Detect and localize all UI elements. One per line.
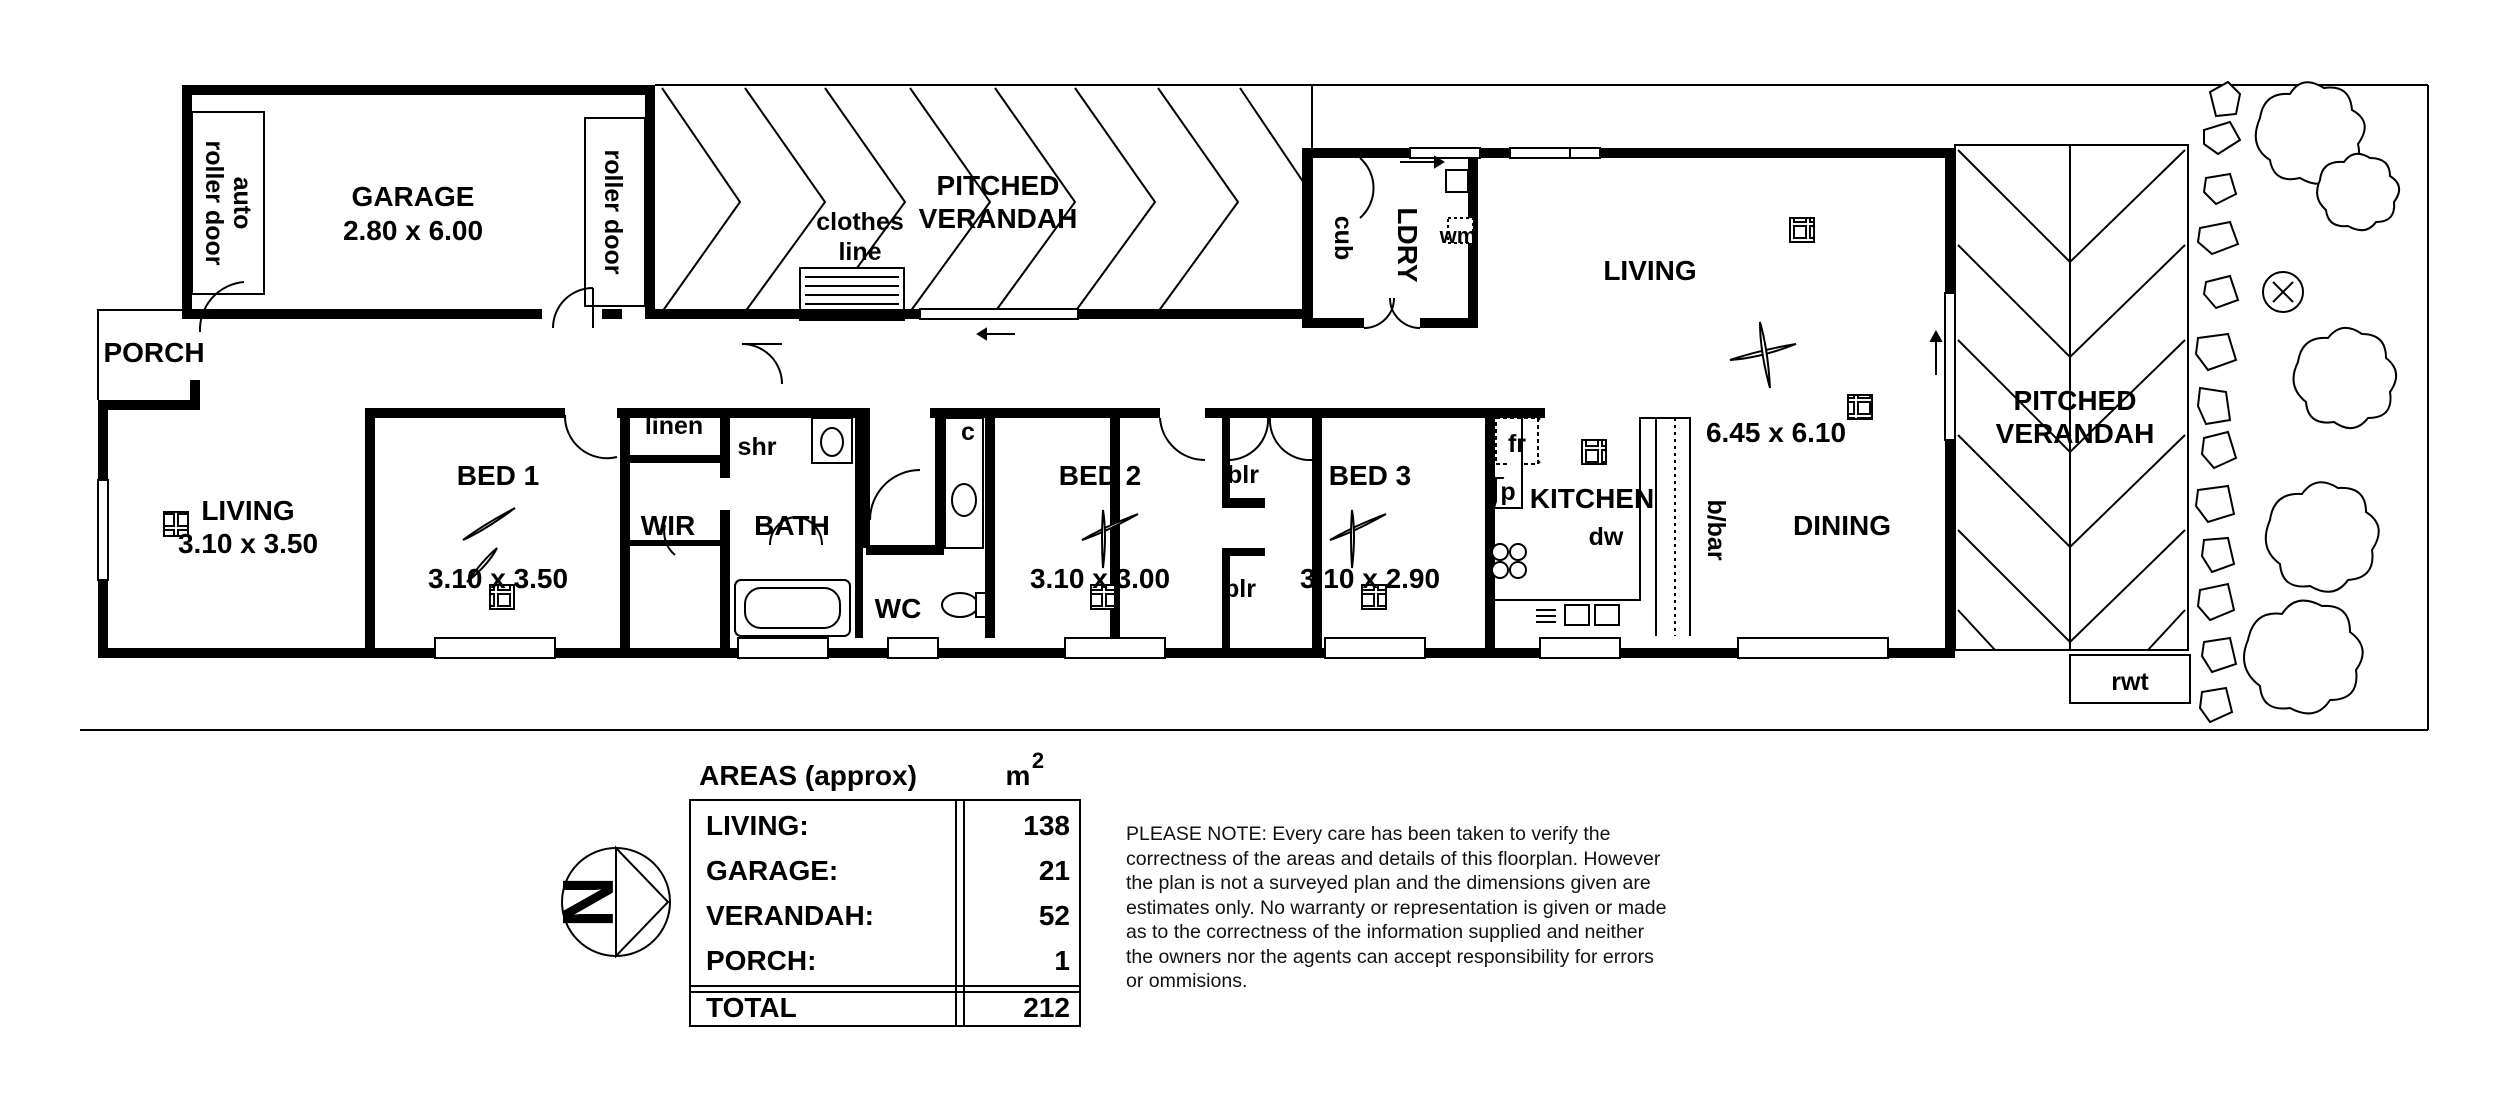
top-verandah — [655, 85, 1312, 318]
label-auto: auto — [228, 176, 256, 230]
label-verandah-top-1: PITCHED — [936, 170, 1060, 201]
label-wir: WIR — [640, 510, 696, 541]
garden-stones — [2196, 82, 2240, 722]
areas-row-value: 138 — [1023, 810, 1070, 841]
label-dining: DINING — [1793, 510, 1891, 541]
note-line: estimates only. No warranty or representation is given or made — [1126, 896, 1667, 919]
north-compass-icon — [547, 848, 670, 956]
note-line: or ommisions. — [1126, 970, 1248, 992]
areas-title: AREAS (approx) — [699, 760, 917, 791]
label-ldry: LDRY — [1392, 207, 1423, 283]
label-garage: GARAGE — [351, 181, 475, 212]
label-blr-2: blr — [1224, 575, 1256, 603]
areas-row-value: 21 — [1038, 855, 1070, 886]
areas-unit-sup: 2 — [1031, 748, 1045, 773]
label-kitchen: KITCHEN — [1529, 483, 1655, 514]
label-bed1: BED 1 — [456, 460, 540, 491]
label-verandah-right-2: VERANDAH — [1995, 418, 2155, 449]
label-bed2-dim: 3.10 x 3.00 — [1029, 563, 1171, 594]
areas-row-label: PORCH: — [706, 945, 817, 976]
label-dw: dw — [1588, 523, 1624, 551]
label-blr-1: blr — [1227, 461, 1259, 489]
label-living-left: LIVING — [201, 495, 295, 526]
label-living-left-dim: 3.10 x 3.50 — [177, 528, 319, 559]
label-verandah-top-2: VERANDAH — [918, 203, 1078, 234]
note-line: as to the correctness of the information supplied and neither — [1126, 921, 1645, 943]
room-labels — [103, 140, 2154, 696]
label-cub: cub — [1329, 215, 1357, 261]
areas-table — [690, 748, 1080, 1026]
label-auto-roller: roller door — [200, 140, 228, 266]
label-linen: linen — [644, 412, 704, 440]
areas-total-label: TOTAL — [706, 992, 797, 1023]
label-bbar: b/bar — [1702, 499, 1730, 561]
areas-unit: m — [1005, 760, 1031, 791]
garden-shrubs — [2244, 82, 2399, 713]
compass-letter: N — [547, 876, 627, 928]
note-line: the owners nor the agents can accept responsibility for errors — [1126, 945, 1654, 968]
label-shr: shr — [737, 433, 777, 461]
note-line: the plan is not a surveyed plan and the dimensions given are — [1126, 872, 1651, 894]
label-bed3: BED 3 — [1328, 460, 1412, 491]
areas-row-value: 1 — [1054, 945, 1070, 976]
areas-row-value: 52 — [1038, 900, 1070, 931]
areas-row-label: VERANDAH: — [706, 900, 874, 931]
label-fr: fr — [1507, 430, 1527, 458]
label-roller-door: roller door — [599, 149, 627, 275]
label-clothes: clothes — [816, 208, 904, 236]
label-main-dim: 6.45 x 6.10 — [1705, 417, 1847, 448]
label-clothes-line: line — [838, 238, 882, 266]
disclaimer-note — [1126, 822, 1826, 994]
label-verandah-right-1: PITCHED — [2013, 385, 2137, 416]
note-line: PLEASE NOTE: Every care has been taken to verify the — [1126, 823, 1611, 845]
areas-total-value: 212 — [1023, 992, 1070, 1023]
label-p: p — [1500, 478, 1516, 506]
label-rwt: rwt — [2111, 668, 2149, 696]
areas-row-label: LIVING: — [706, 810, 809, 841]
label-bed1-dim: 3.10 x 3.50 — [427, 563, 569, 594]
label-c: c — [961, 418, 975, 446]
label-porch: PORCH — [103, 337, 205, 368]
label-wm: wm — [1439, 223, 1477, 248]
label-bed3-dim: 3.10 x 2.90 — [1299, 563, 1441, 594]
label-wc: WC — [874, 593, 922, 624]
note-line: correctness of the areas and details of this floorplan. However — [1126, 847, 1661, 870]
areas-row-label: GARAGE: — [706, 855, 839, 886]
label-garage-dim: 2.80 x 6.00 — [342, 215, 484, 246]
label-bath: BATH — [754, 510, 830, 541]
label-bed2: BED 2 — [1058, 460, 1142, 491]
label-living-main: LIVING — [1603, 255, 1697, 286]
